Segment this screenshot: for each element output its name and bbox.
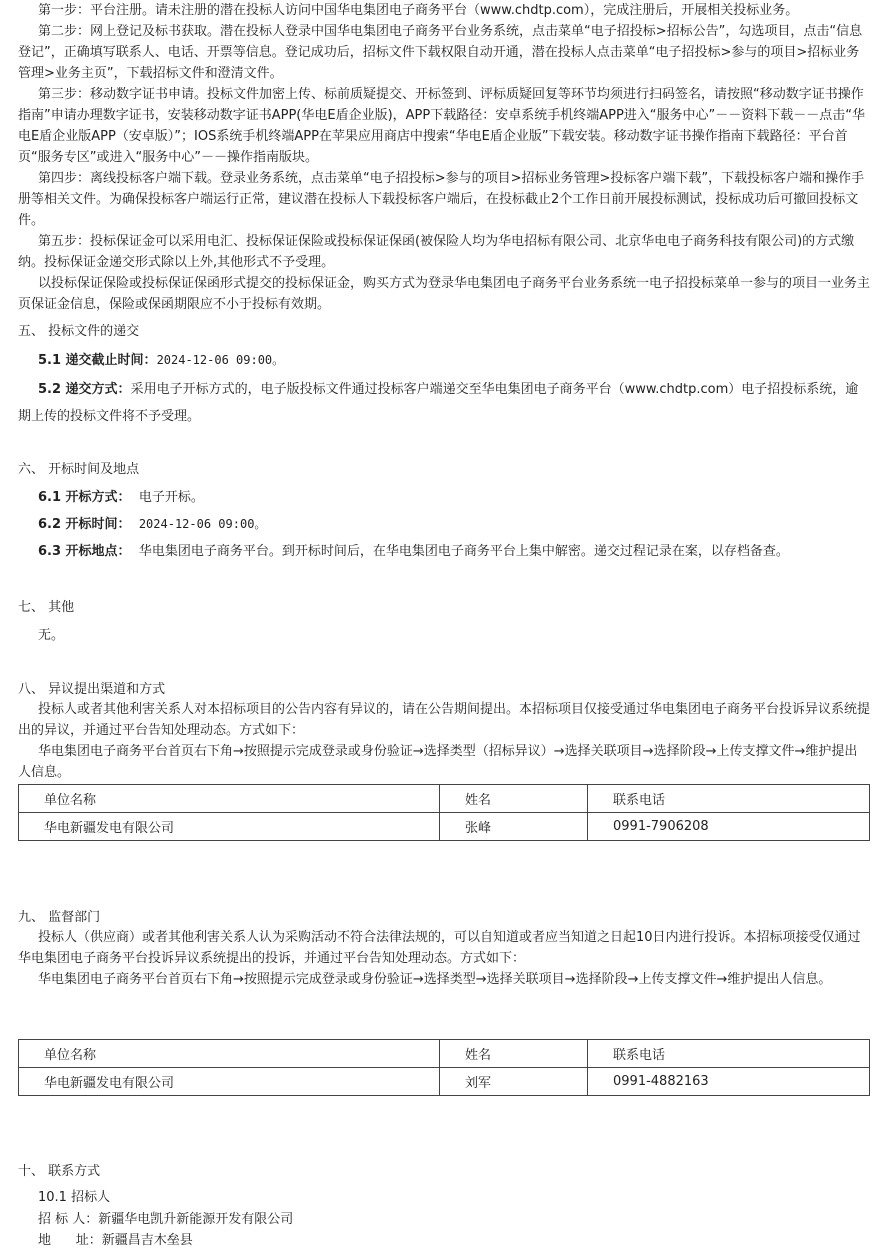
table-header-row [19,785,870,813]
address-line [38,1229,193,1248]
step-3: 第三步：移动数字证书申请。投标文件加密上传、标前质疑提交、开标签到、评标质疑回复等环节均须进行扫码签名，请按照“移动数字证书操作指南”申请办理数字证书，安装移动数字证书APP(华电E盾企业版)，APP下载路径：安卓系统手机终端APP进入“服务中心”－－资料下载－－点击“华电E盾企业版APP（安卓版）”；IOS系统手机终端APP在苹果应用商店中搜索“华电E盾企业版”下载安装。移动数字证书操作指南下载路径：平台首页“服务专区”或进入“服务中心”－－操作指南版块。 [18,87,866,165]
objection-contact-table [18,784,870,841]
table-header-unit: 单位名称 [19,785,440,813]
section-6-1-value: 电子开标。 [138,490,204,505]
table-header-name: 姓名 [440,785,588,813]
step-5: 第五步：投标保证金可以采用电汇、投标保证保险或投标保证保函(被保险人均为华电招标有限公司、北京华电电子商务科技有限公司)的方式缴纳。投标保证金递交形式除以上外,其他形式不予受理。 [18,234,855,270]
tenderer-value: 新疆华电凯升新能源开发有限公司 [98,1212,294,1227]
step-2: 第二步：网上登记及标书获取。潜在投标人登录中国华电集团电子商务平台业务系统，点击菜单“电子招投标>招标公告”，勾选项目，点击“信息登记”，正确填写联系人、电话、开票等信息。登记成功后，招标文件下载权限自动开通，潜在投标人点击菜单“电子招投标>参与的项目>招标业务管理>业务主页”，下载招标文件和澄清文件。 [18,24,863,81]
section-5-2 [18,376,870,430]
section-6-2-value: 2024-12-06 09:00。 [138,517,267,531]
tenderer-label: 招 标 人： [38,1212,99,1227]
address-label: 地 址： [38,1233,102,1248]
table-cell-phone: 0991-4882163 [588,1068,870,1096]
section-8-para-2: 华电集团电子商务平台首页右下角→按照提示完成登录或身份验证→选择类型（招标异议）→选择关联项目→选择阶段→上传支撑文件→维护提出人信息。 [18,744,858,780]
table-cell-unit: 华电新疆发电有限公司 [19,1068,440,1096]
table-header-name: 姓名 [440,1040,588,1068]
table-header-unit: 单位名称 [19,1040,440,1068]
section-9-para-1: 投标人（供应商）或者其他利害关系人认为采购活动不符合法律法规的，可以自知道或者应当知道之日起10日内进行投诉。本招标项接受仅通过华电集团电子商务平台投诉异议系统提出的投诉，并通过平台告知处理动态。方式如下： [18,930,861,966]
section-6-3-label: 6.3 开标地点： [38,544,131,559]
section-10-sub: 10.1 招标人 [38,1190,111,1205]
table-header-phone: 联系电话 [588,1040,870,1068]
table-row [19,813,870,841]
supervision-contact-table [18,1039,870,1096]
section-6-title: 六、 开标时间及地点 [18,462,140,477]
section-5-title: 五、 投标文件的递交 [18,324,140,339]
step-4: 第四步：离线投标客户端下载。登录业务系统，点击菜单“电子招投标>参与的项目>招标业务管理>投标客户端下载”，下载投标客户端和操作手册等相关文件。为确保投标客户端运行正常，建议潜在投标人下载投标客户端后，在投标截止2个工作日前开展投标测试，投标成功后可撤回投标文件。 [18,171,865,228]
section-6-1-label: 6.1 开标方式： [38,490,131,505]
section-5-2-label: 5.2 递交方式： [38,382,131,397]
table-row [19,1068,870,1096]
section-8-title: 八、 异议提出渠道和方式 [18,682,166,697]
section-6-3 [38,540,789,559]
section-8-para-1: 投标人或者其他利害关系人对本招标项目的公告内容有异议的，请在公告期间提出。本招标项目仅接受通过华电集团电子商务平台投诉异议系统提出的异议，并通过平台告知处理动态。方式如下： [18,702,871,738]
table-cell-phone: 0991-7906208 [588,813,870,841]
section-5-2-value: 采用电子开标方式的，电子版投标文件通过投标客户端递交至华电集团电子商务平台（www.chdtp.com）电子招投标系统，逾期上传的投标文件将不予受理。 [18,382,859,424]
section-9-title: 九、 监督部门 [18,910,101,925]
table-cell-name: 张峰 [440,813,588,841]
section-7-body: 无。 [38,628,65,643]
section-7-title: 七、 其他 [18,600,75,615]
section-10-title: 十、 联系方式 [18,1164,101,1179]
tenderer-line [38,1208,293,1227]
table-header-row [19,1040,870,1068]
section-5-1-value: 2024-12-06 09:00。 [156,353,285,367]
section-9-para-2: 华电集团电子商务平台首页右下角→按照提示完成登录或身份验证→选择类型→选择关联项目→选择阶段→上传支撑文件→维护提出人信息。 [38,972,832,987]
table-header-phone: 联系电话 [588,785,870,813]
step-1: 第一步：平台注册。请未注册的潜在投标人访问中国华电集团电子商务平台（www.chdtp.com），完成注册后，开展相关投标业务。 [38,3,799,18]
address-value: 新疆昌吉木垒县 [101,1233,193,1248]
section-6-3-value: 华电集团电子商务平台。到开标时间后，在华电集团电子商务平台上集中解密。递交过程记录在案，以存档备查。 [138,544,789,559]
step-6: 以投标保证保险或投标保证保函形式提交的投标保证金，购买方式为登录华电集团电子商务平台业务系统一电子招投标菜单一参与的项目一业务主页保证金信息，保险或保函期限应不小于投标有效期。 [18,276,871,312]
table-cell-unit: 华电新疆发电有限公司 [19,813,440,841]
section-5-1-label: 5.1 递交截止时间： [38,353,157,368]
section-6-2 [38,513,266,532]
section-6-2-label: 6.2 开标时间： [38,517,131,532]
table-cell-name: 刘军 [440,1068,588,1096]
section-5-1 [38,349,284,368]
section-6-1 [38,486,204,505]
